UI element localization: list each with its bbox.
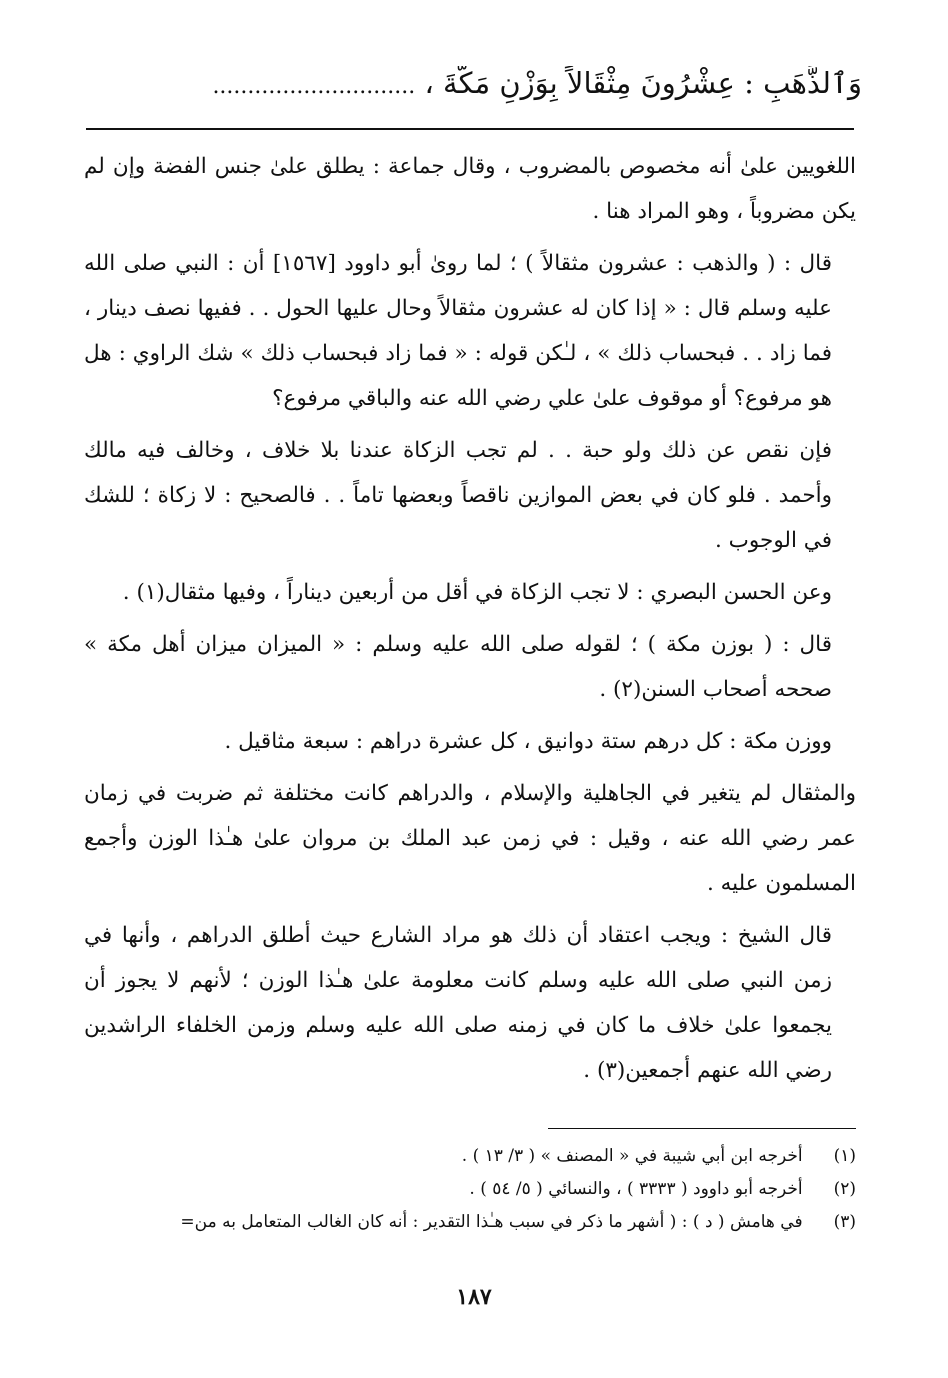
footnote-number: (١) [833, 1146, 856, 1166]
footnote-3 [84, 1206, 856, 1239]
footnote-text: في هامش ( د ) : ( أشهر ما ذكر في سبب هـٰذا التقدير : أنه كان الغالب المتعامل به من= [180, 1212, 803, 1232]
page-number: ١٨٧ [456, 1284, 492, 1310]
paragraph-5: قال : ( بوزن مكة ) ؛ لقوله صلى الله عليه وسلم : « الميزان ميزان أهل مكة » صححه أصحاب السنن(٢) . [84, 632, 832, 702]
footnote-text: أخرجه ابن أبي شيبة في « المصنف » ( ٣/ ١٣ ) . [461, 1146, 803, 1166]
paragraph-7: والمثقال لم يتغير في الجاهلية والإسلام ، والدراهم كانت مختلفة ثم ضربت في زمان عمر رضي الله عنه ، وقيل : في زمن عبد الملك بن مروان علىٰ هـٰذا الوزن وأجمع المسلمون عليه . [84, 781, 856, 896]
running-header [86, 66, 862, 122]
header-leader-dots: ............................. [212, 74, 416, 99]
running-title: وَٱلذَّهَبِ : عِشْرُونَ مِثْقَالاً بِوَزْنِ مَكَّةَ ، [424, 66, 862, 100]
main-text [84, 144, 856, 1100]
footnote-2 [84, 1173, 856, 1206]
paragraph-6: ووزن مكة : كل درهم ستة دوانيق ، كل عشرة دراهم : سبعة مثاقيل . [224, 729, 832, 754]
paragraph-4: وعن الحسن البصري : لا تجب الزكاة في أقل من أربعين ديناراً ، وفيها مثقال(١) . [122, 580, 832, 605]
footnote-number: (٢) [833, 1179, 856, 1199]
paragraph-3: فإن نقص عن ذلك ولو حبة . . لم تجب الزكاة عندنا بلا خلاف ، وخالف فيه مالك وأحمد . فلو كان في بعض الموازين ناقصاً وبعضها تاماً . . فالصحيح : لا زكاة ؛ للشك في الوجوب . [84, 438, 832, 553]
paragraph-2: قال : ( والذهب : عشرون مثقالاً ) ؛ لما روىٰ أبو داوود [١٥٦٧] أن : النبي صلى الله عليه وسلم قال : « إذا كان له عشرون مثقالاً وحال عليها الحول . . ففيها نصف دينار ، فما زاد . . فبحساب ذلك » ، لـٰكن قوله : « فما زاد فبحساب ذلك » شك الراوي : هل هو مرفوع؟ أو موقوف علىٰ علي رضي الله عنه والباقي مرفوع؟ [84, 251, 833, 411]
footnote-1 [84, 1140, 856, 1173]
paragraph-1: اللغويين علىٰ أنه مخصوص بالمضروب ، وقال جماعة : يطلق علىٰ جنس الفضة وإن لم يكن مضروباً ، وهو المراد هنا . [84, 154, 856, 224]
header-rule [86, 128, 854, 130]
paragraph-8: قال الشيخ : ويجب اعتقاد أن ذلك هو مراد الشارع حيث أطلق الدراهم ، وأنها في زمن النبي صلى الله عليه وسلم كانت معلومة علىٰ هـٰذا الوزن ؛ لأنهم لا يجوز أن يجمعوا علىٰ خلاف ما كان في زمنه صلى الله عليه وسلم وزمن الخلفاء الراشدين رضي الله عنهم أجمعين(٣) . [84, 923, 832, 1083]
footnote-rule [548, 1128, 856, 1129]
footnotes [84, 1140, 856, 1239]
footnote-text: أخرجه أبو داوود ( ٣٣٣٣ ) ، والنسائي ( ٥/ ٥٤ ) . [469, 1179, 803, 1199]
footnote-number: (٣) [833, 1212, 856, 1232]
